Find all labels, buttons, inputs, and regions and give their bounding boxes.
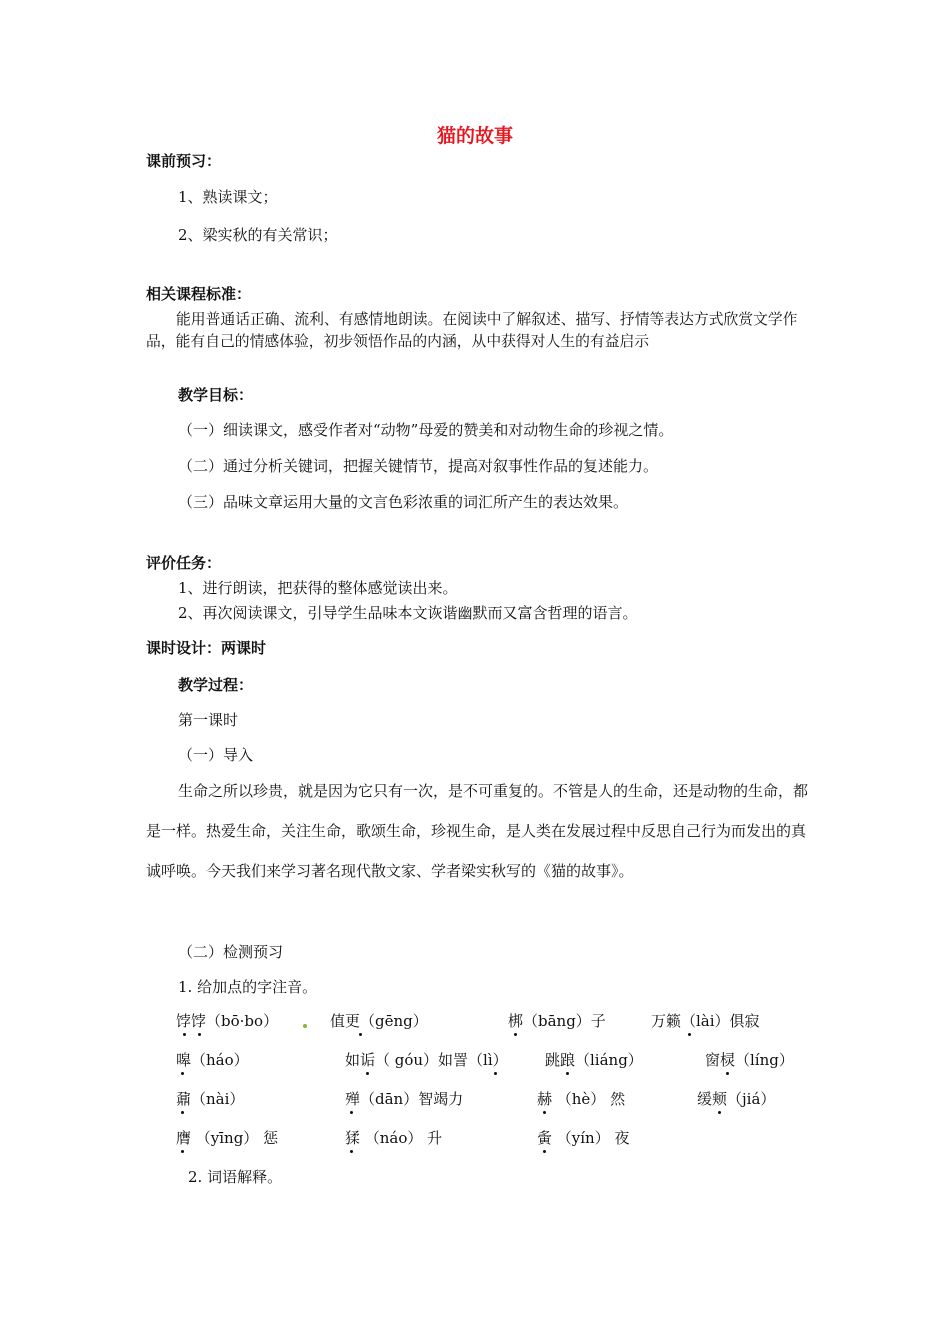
evaluation-item: 2、再次阅读课文，引导学生品味本文诙谐幽默而又富含哲理的语言。 [178, 604, 638, 622]
goal-item: （三）品味文章运用大量的文言色彩浓重的词汇所产生的表达效果。 [178, 493, 629, 511]
evaluation-heading: 评价任务： [146, 554, 222, 572]
preview-item: 2、梁实秋的有关常识； [178, 226, 338, 244]
emphasis-dot [181, 1150, 184, 1153]
emphasis-dot [359, 1033, 362, 1036]
emphasis-dot [726, 1072, 729, 1075]
intro-heading: （一）导入 [178, 746, 254, 764]
question-1: 1. 给加点的字注音。 [178, 978, 318, 996]
standards-heading: 相关课程标准： [146, 285, 252, 303]
emphasis-dot [350, 1111, 353, 1114]
preview-item: 1、熟读课文； [178, 188, 278, 206]
green-mark [303, 1024, 307, 1028]
evaluation-item: 1、进行朗读，把获得的整体感觉读出来。 [178, 579, 458, 597]
emphasis-dot [350, 1150, 353, 1153]
emphasis-dot [181, 1072, 184, 1075]
emphasis-dot [566, 1072, 569, 1075]
pinyin-item [176, 1011, 278, 1031]
pinyin-item: 如诟（ góu）如詈（lì） [345, 1051, 508, 1069]
pinyin-item: 夤 （yín） 夜 [537, 1129, 630, 1147]
pinyin-item: 猱 （náo） 升 [345, 1129, 443, 1147]
emphasis-dot [688, 1033, 691, 1036]
document-title: 猫的故事 [436, 125, 513, 147]
goal-item: （二）通过分析关键词，把握关键情节，提高对叙事性作品的复述能力。 [178, 457, 659, 475]
schedule-heading: 课时设计：两课时 [146, 639, 267, 657]
emphasis-dot [181, 1111, 184, 1114]
pinyin-item: 膺 （yīng） 惩 [176, 1129, 279, 1147]
dotted-char: 饽 [176, 1012, 192, 1030]
pinyin-item: 鼐（nài） [176, 1090, 245, 1108]
emphasis-dot [366, 1072, 369, 1075]
pinyin-item: 嗥（háo） [176, 1051, 249, 1069]
pinyin-item: 窗棂（líng） [705, 1051, 794, 1069]
goal-item: （一）细读课文，感受作者对“动物”母爱的赞美和对动物生命的珍视之情。 [178, 421, 674, 439]
pinyin-item: 缓颊（jiá） [697, 1090, 776, 1108]
emphasis-dot [543, 1111, 546, 1114]
pinyin-item: 值更（gēng） [330, 1012, 428, 1030]
check-heading: （二）检测预习 [178, 943, 284, 961]
goals-heading: 教学目标： [178, 386, 254, 404]
pinyin-item: 万籁（lài）俱寂 [651, 1012, 760, 1030]
lesson-label: 第一课时 [178, 711, 239, 729]
standards-text: 能用普通话正确、流利、有感情地朗读。在阅读中了解叙述、描写、抒情等表达方式欣赏文学作品，能有自己的情感体验，初步领悟作品的内涵，从中获得对人生的有益启示 [146, 311, 798, 350]
preview-heading: 课前预习： [146, 152, 222, 170]
emphasis-dot [494, 1072, 497, 1075]
pinyin-item: 殚（dān）智竭力 [345, 1090, 464, 1108]
intro-text: 生命之所以珍贵，就是因为它只有一次，是不可重复的。不管是人的生命，还是动物的生命，都是一样。热爱生命，关注生命，歌颂生命，珍视生命，是人类在发展过程中反思自己行为而发出的真诚呼唤。今天我们来学习著名现代散文家、学者梁实秋写的《猫的故事》。 [146, 782, 809, 880]
pinyin-item: 梆（bāng）子 [508, 1012, 606, 1030]
dotted-char: 饽 [191, 1012, 207, 1030]
question-2: 2. 词语解释。 [188, 1168, 283, 1186]
pinyin-item: 跳踉（liáng） [545, 1051, 643, 1069]
process-heading: 教学过程： [178, 676, 254, 694]
pinyin-text: （bō·bo） [206, 1012, 279, 1030]
emphasis-dot [514, 1033, 517, 1036]
emphasis-dot [718, 1111, 721, 1114]
pinyin-item: 赫 （hè） 然 [537, 1090, 626, 1108]
emphasis-dot [543, 1150, 546, 1153]
